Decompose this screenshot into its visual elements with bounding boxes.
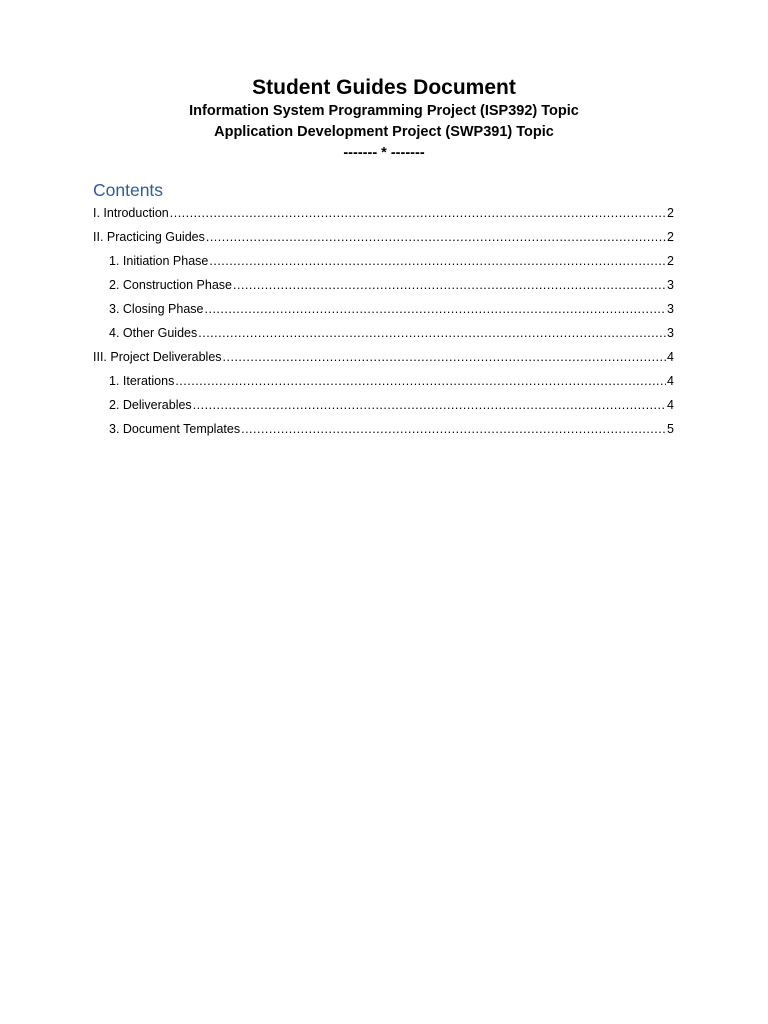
toc-page-number: 3: [667, 278, 674, 292]
toc-dot-leader: [193, 393, 666, 417]
toc-entry-label: 2. Deliverables: [109, 398, 192, 412]
toc-entry-label: 2. Construction Phase: [109, 278, 232, 292]
toc-entry-label: 1. Iterations: [109, 374, 175, 388]
toc-dot-leader: [209, 249, 666, 273]
toc-entry-closing-phase[interactable]: [93, 297, 674, 321]
toc-dot-leader: [223, 345, 667, 369]
document-subtitle-swp391: Application Development Project (SWP391) Topic: [214, 124, 554, 140]
toc-dot-leader: [170, 201, 666, 225]
toc-page-number: 4: [667, 374, 674, 388]
toc-entry-introduction[interactable]: [93, 201, 674, 225]
toc-dot-leader: [206, 225, 666, 249]
toc-dot-leader: [205, 297, 667, 321]
toc-entry-practicing-guides[interactable]: [93, 225, 674, 249]
toc-entry-other-guides[interactable]: [93, 321, 674, 345]
document-subtitle-isp392: Information System Programming Project (ISP392) Topic: [189, 103, 579, 119]
toc-entry-label: 3. Document Templates: [109, 422, 241, 436]
toc-page-number: 4: [667, 398, 674, 412]
toc-entry-label: II. Practicing Guides: [93, 230, 205, 244]
toc-entry-label: 3. Closing Phase: [109, 302, 204, 316]
toc-page-number: 2: [667, 206, 674, 220]
toc-page-number: 2: [667, 254, 674, 268]
toc-page-number: 4: [667, 350, 674, 364]
toc-entry-label: I. Introduction: [93, 206, 169, 220]
toc-entry-label: 1. Initiation Phase: [109, 254, 209, 268]
toc-entry-construction-phase[interactable]: [93, 273, 674, 297]
toc-dot-leader: [198, 321, 666, 345]
toc-dot-leader: [175, 369, 666, 393]
toc-entry-iterations[interactable]: [93, 369, 674, 393]
toc-dot-leader: [233, 273, 666, 297]
title-separator: ------- * -------: [343, 145, 425, 161]
toc-page-number: 2: [667, 230, 674, 244]
toc-entry-project-deliverables[interactable]: [93, 345, 674, 369]
toc-dot-leader: [241, 417, 666, 441]
toc-page-number: 3: [667, 326, 674, 340]
toc-page-number: 5: [667, 422, 674, 436]
toc-entry-label: 4. Other Guides: [109, 326, 198, 340]
toc-page-number: 3: [667, 302, 674, 316]
toc-entry-initiation-phase[interactable]: [93, 249, 674, 273]
toc-entry-deliverables[interactable]: [93, 393, 674, 417]
toc-entry-label: III. Project Deliverables: [93, 350, 222, 364]
toc-entry-document-templates[interactable]: [93, 417, 674, 441]
table-of-contents: [93, 201, 674, 441]
document-title: Student Guides Document: [252, 76, 516, 99]
contents-heading: Contents: [93, 180, 164, 200]
